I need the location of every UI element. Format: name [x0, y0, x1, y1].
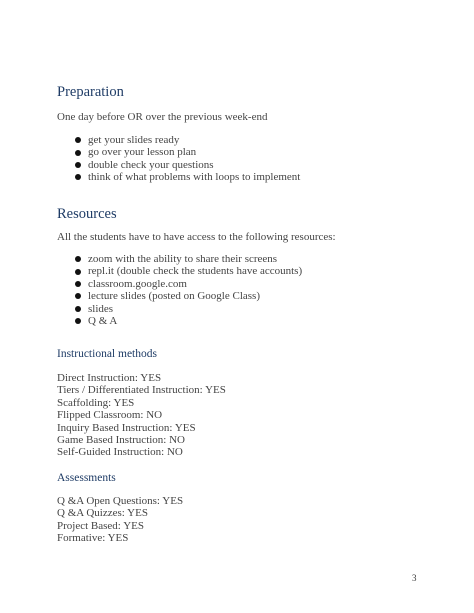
assessments-list — [57, 495, 183, 545]
list-item: Q &A Quizzes: YES — [57, 507, 148, 520]
bullet-icon — [75, 174, 81, 180]
list-item: get your slides ready — [72, 134, 300, 146]
list-item: Game Based Instruction: NO — [57, 433, 185, 446]
bullet-icon — [75, 162, 81, 168]
list-item: double check your questions — [72, 159, 300, 171]
bullet-icon — [75, 318, 81, 324]
resources-heading: Resources — [57, 206, 117, 222]
list-item: Direct Instruction: YES — [57, 372, 162, 384]
bullet-icon — [75, 137, 81, 143]
list-item: Formative: YES — [57, 532, 129, 545]
page-number: 3 — [412, 573, 417, 583]
list-item: slides — [72, 303, 302, 315]
list-item: go over your lesson plan — [72, 146, 300, 158]
assessments-heading: Assessments — [57, 472, 116, 484]
list-item: Flipped Classroom: NO — [57, 409, 163, 422]
bullet-icon — [75, 281, 81, 287]
preparation-intro: One day before OR over the previous week-end — [57, 111, 268, 123]
instructional-methods-list — [57, 372, 226, 459]
preparation-list — [72, 134, 300, 184]
resources-intro: All the students have to have access to the following resources: — [57, 231, 336, 243]
bullet-icon — [75, 256, 81, 262]
list-item: Project Based: YES — [57, 519, 144, 532]
list-item: zoom with the ability to share their screens — [72, 253, 302, 265]
list-item: Inquiry Based Instruction: YES — [57, 421, 196, 434]
list-item: think of what problems with loops to implement — [72, 171, 300, 183]
resources-list — [72, 253, 302, 327]
bullet-icon — [75, 293, 81, 299]
preparation-heading: Preparation — [57, 84, 124, 100]
bullet-icon — [75, 269, 81, 275]
bullet-icon — [75, 306, 81, 312]
list-item: Tiers / Differentiated Instruction: YES — [57, 384, 226, 397]
list-item: lecture slides (posted on Google Class) — [72, 290, 302, 302]
list-item: repl.it (double check the students have accounts) — [72, 265, 302, 277]
list-item: Self-Guided Instruction: NO — [57, 446, 183, 459]
list-item: classroom.google.com — [72, 278, 302, 290]
list-item: Q & A — [72, 315, 302, 327]
list-item: Scaffolding: YES — [57, 396, 135, 409]
instructional-methods-heading: Instructional methods — [57, 348, 157, 360]
bullet-icon — [75, 150, 81, 156]
list-item: Q &A Open Questions: YES — [57, 495, 184, 507]
